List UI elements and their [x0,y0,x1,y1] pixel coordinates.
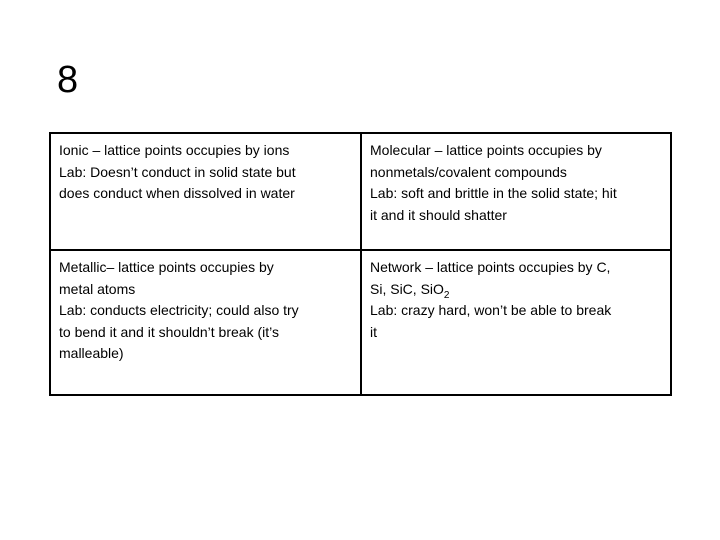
metallic-line-5: malleable) [59,345,124,361]
molecular-line-4: it and it should shatter [370,206,507,223]
cell-metallic [51,251,362,394]
cell-ionic [51,134,362,251]
metallic-line-2: metal atoms [59,280,136,297]
cell-network [362,251,672,394]
molecular-line-1: Molecular – lattice points occupies by [370,142,602,158]
solid-types-table [49,132,672,396]
network-line-3: Lab: crazy hard, won’t be able to break [370,302,612,318]
network-formula-text: Si, SiC, SiO [370,280,444,297]
metallic-line-1: Metallic– lattice points occupies by [59,259,274,275]
network-line-4: it [370,323,377,340]
network-formula-subscript: 2 [443,289,450,301]
molecular-line-2: nonmetals/covalent compounds [370,163,567,180]
ionic-line-2: Lab: Doesn’t conduct in solid state but [59,163,296,180]
network-line-1: Network – lattice points occupies by C, [370,259,611,275]
metallic-line-3: Lab: conducts electricity; could also try [59,302,299,318]
ionic-line-1: Ionic – lattice points occupies by ions [59,142,290,158]
cell-molecular [362,134,672,251]
molecular-line-3: Lab: soft and brittle in the solid state; hit [370,185,617,201]
ionic-line-3: does conduct when dissolved in water [59,185,295,201]
network-line-2 [370,279,664,301]
slide-number: 8 [57,59,79,101]
metallic-line-4: to bend it and it shouldn’t break (it’s [59,323,279,340]
